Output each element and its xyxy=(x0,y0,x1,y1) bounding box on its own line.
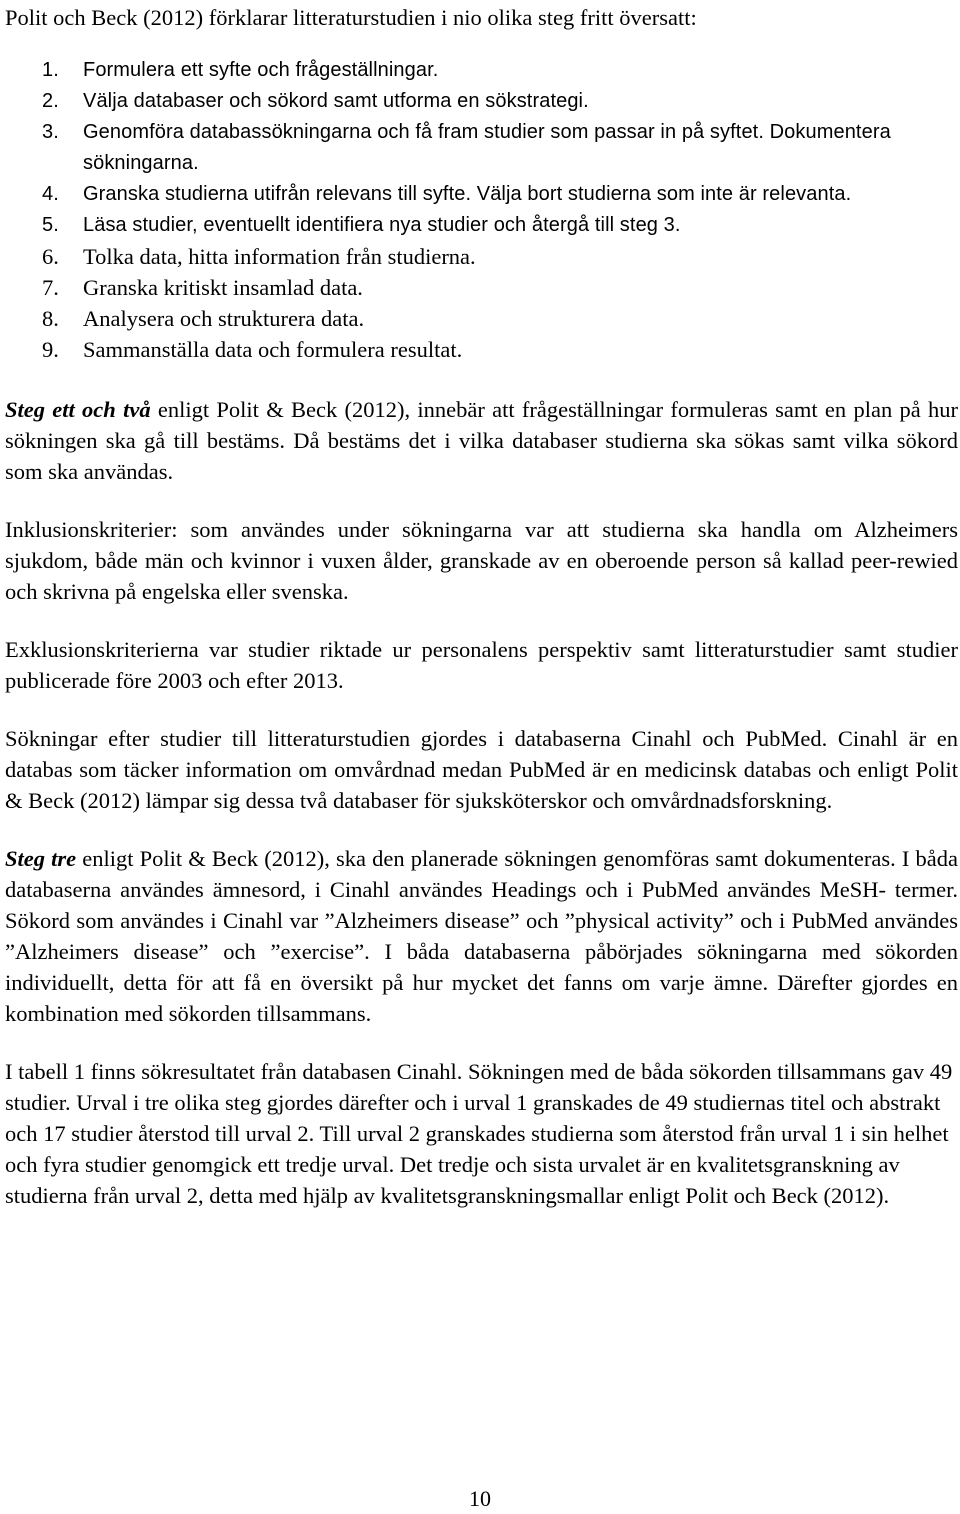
paragraph-inklusionskriterier: Inklusionskriterier: som användes under sökningarna var att studierna ska handla om Alzheimers sjukdom, både män och kvinnor i vuxen ålder, granskade av en oberoende person så kallad peer-rewied och skrivna på engelska eller svenska. xyxy=(5,517,958,604)
list-item xyxy=(5,179,958,210)
list-item-text: Genomföra databassökningarna och få fram studier som passar in på syftet. Dokumentera sökningarna. xyxy=(83,121,891,174)
intro-text: Polit och Beck (2012) förklarar litteraturstudien i nio olika steg fritt översatt: xyxy=(5,5,697,30)
emphasis-steg-tre: Steg tre xyxy=(5,846,77,871)
paragraph-text: enligt Polit & Beck (2012), innebär att frågeställningar formuleras samt en plan på hur sökningen ska gå till bestäms. Då bestäms det i vilka databaser studierna ska sökas samt vilka sökord som ska användas. xyxy=(5,397,958,484)
paragraph-sokningar: Sökningar efter studier till litteraturstudien gjordes i databaserna Cinahl och PubMed. Cinahl är en databas som täcker information om omvårdnad medan PubMed är en medicinsk databas och enligt Polit & Beck (2012) lämpar sig dessa två databaser för sjuksköterskor och omvårdnadsforskning. xyxy=(5,726,958,813)
list-item-number: 3. xyxy=(42,121,59,143)
list-item-number: 8. xyxy=(42,306,59,331)
list-item-text: Tolka data, hitta information från studierna. xyxy=(83,244,476,269)
list-item xyxy=(5,334,958,365)
list-item xyxy=(5,303,958,334)
paragraph-text: enligt Polit & Beck (2012), ska den planerade sökningen genomföras samt dokumenteras. I båda databaserna användes ämnesord, i Cinahl användes Headings och i PubMed användes MeSH- termer. Sökord som användes i Cinahl var ”Alzheimers disease” och ”physical activity” och i PubMed användes ”Alzheimers disease” och ”exercise”. I båda databaserna påbörjades sökningarna med sökorden individuellt, detta för att få en översikt på hur mycket det fanns om varje ämne. Därefter gjordes en kombination med sökorden tillsammans. xyxy=(5,846,959,1026)
list-item-number: 9. xyxy=(42,337,59,362)
list-item-text: Granska studierna utifrån relevans till syfte. Välja bort studierna som inte är relevanta. xyxy=(83,183,852,205)
paragraph-exklusionskriterier: Exklusionskriterierna var studier riktade ur personalens perspektiv samt litteraturstudier samt studier publicerade före 2003 och efter 2013. xyxy=(5,637,958,693)
document-page xyxy=(5,2,958,1211)
paragraph-steg-ett-och-tva xyxy=(5,394,958,487)
list-item xyxy=(5,86,958,117)
steps-list xyxy=(5,55,958,365)
list-item xyxy=(5,241,958,272)
page-number: 10 xyxy=(469,1486,491,1511)
list-item-text: Formulera ett syfte och frågeställningar. xyxy=(83,59,439,81)
paragraph-steg-tre xyxy=(5,843,958,1029)
list-item-text: Granska kritiskt insamlad data. xyxy=(83,275,363,300)
list-item-number: 1. xyxy=(42,59,59,81)
list-item-number: 4. xyxy=(42,183,59,205)
list-item xyxy=(5,210,958,241)
list-item-number: 5. xyxy=(42,214,59,236)
list-item xyxy=(5,272,958,303)
paragraph-tabell: I tabell 1 finns sökresultatet från databasen Cinahl. Sökningen med de båda sökorden tillsammans gav 49 studier. Urval i tre olika steg gjordes därefter och i urval 1 granskades de 49 studiernas titel och abstrakt och 17 studier återstod till urval 2. Till urval 2 granskades studierna som återstod från urval 1 i sin helhet och fyra studier genomgick ett tredje urval. Det tredje och sista urvalet är en kvalitetsgranskning av studierna från urval 2, detta med hjälp av kvalitetsgranskningsmallar enligt Polit och Beck (2012). xyxy=(5,1059,953,1208)
list-item-text: Läsa studier, eventuellt identifiera nya studier och återgå till steg 3. xyxy=(83,214,681,236)
list-item-number: 6. xyxy=(42,244,59,269)
list-item-text: Välja databaser och sökord samt utforma en sökstrategi. xyxy=(83,90,589,112)
list-item-text: Analysera och strukturera data. xyxy=(83,306,365,331)
list-item-text: Sammanställa data och formulera resultat. xyxy=(83,337,463,362)
list-item xyxy=(5,117,958,179)
emphasis-steg-ett-och-tva: Steg ett och två xyxy=(5,397,151,422)
list-item-number: 7. xyxy=(42,275,59,300)
list-item xyxy=(5,55,958,86)
list-item-number: 2. xyxy=(42,90,59,112)
